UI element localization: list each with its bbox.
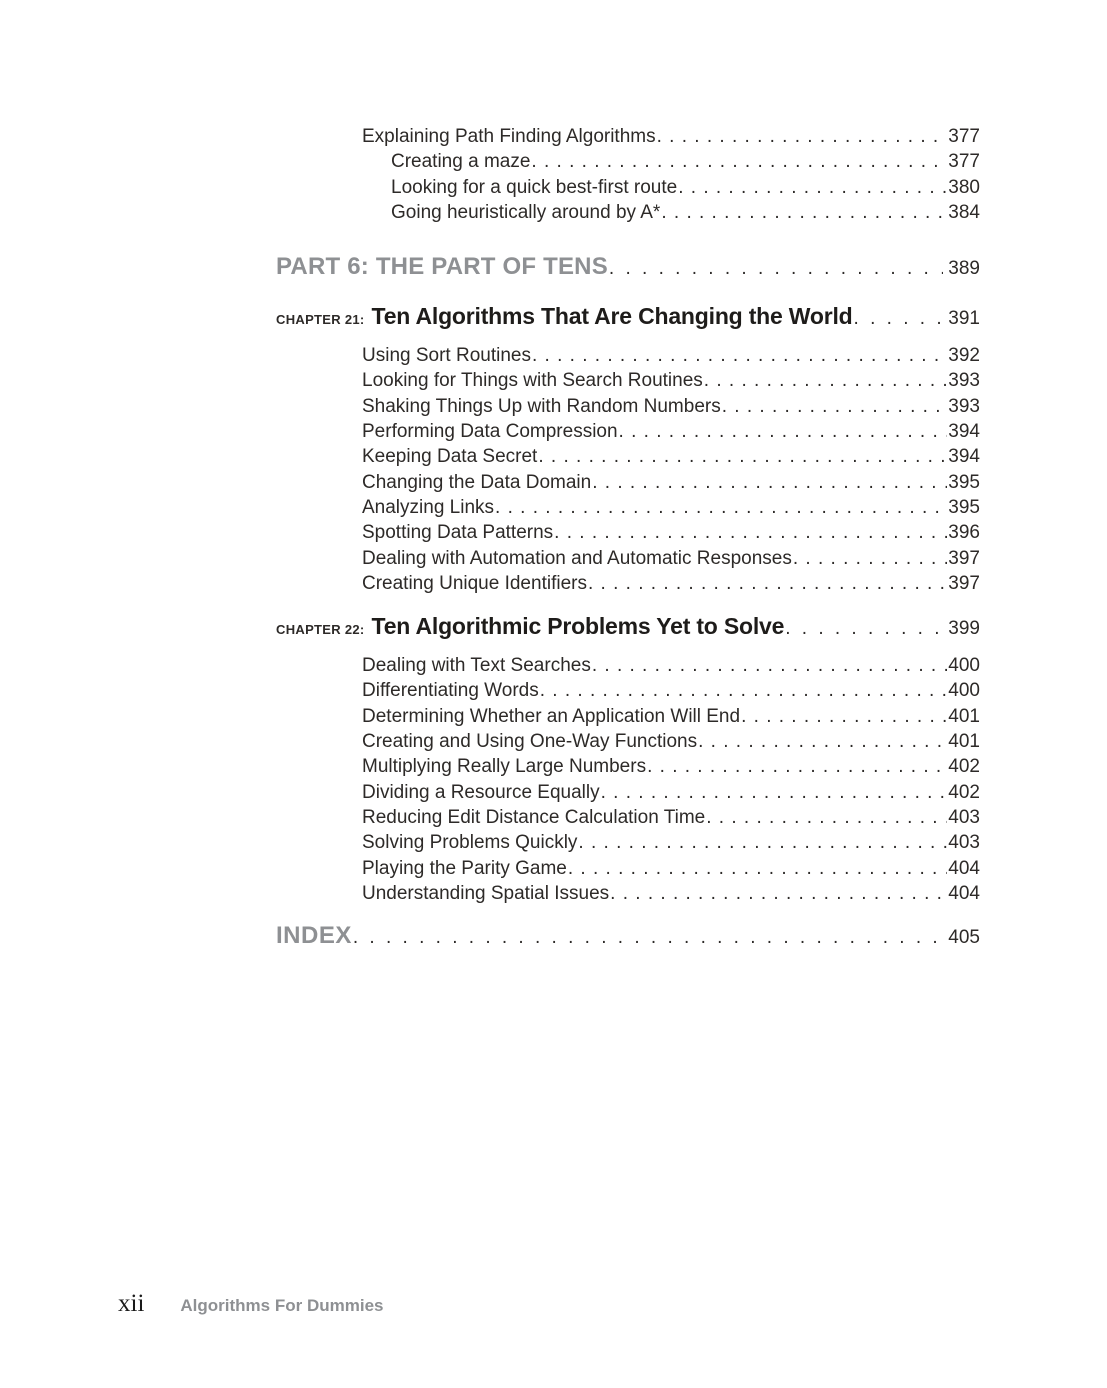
- chapter-page-number: 399: [948, 618, 980, 640]
- dot-leader: [531, 149, 947, 174]
- toc-entry-label: Creating Unique Identifiers: [362, 572, 587, 594]
- toc-entry: [276, 175, 980, 200]
- toc-entry: [276, 419, 980, 444]
- dot-leader: [741, 704, 947, 729]
- toc-entry: [276, 729, 980, 754]
- dot-leader: [601, 780, 948, 805]
- toc-entry: [276, 368, 980, 393]
- toc-entry-label: Looking for Things with Search Routines: [362, 370, 703, 392]
- toc-entry-label: Determining Whether an Application Will End: [362, 705, 741, 727]
- dot-leader: [592, 470, 947, 495]
- dot-leader: [678, 175, 947, 200]
- index-title: INDEX: [276, 922, 352, 950]
- dot-leader: [495, 495, 947, 520]
- toc-entry-label: Looking for a quick best-first route: [391, 176, 678, 198]
- toc-entry-page-number: 395: [948, 496, 980, 518]
- toc-entry: [276, 780, 980, 805]
- toc-chapter-heading: [276, 610, 980, 646]
- toc-entry-label: Understanding Spatial Issues: [362, 882, 610, 904]
- toc-entry-page-number: 393: [948, 370, 980, 392]
- dot-leader: [657, 124, 948, 149]
- chapter-number-label: CHAPTER 22:: [276, 622, 365, 638]
- toc-entry-page-number: 404: [948, 882, 980, 904]
- toc-entry: [276, 704, 980, 729]
- part-page-number: 389: [948, 258, 980, 280]
- page-footer: [118, 1290, 384, 1318]
- toc-entry-label: Explaining Path Finding Algorithms: [362, 126, 656, 147]
- toc-entry: [276, 571, 980, 596]
- toc-entry: [276, 546, 980, 571]
- toc-entry-page-number: 401: [948, 731, 980, 753]
- toc-entry-label: Performing Data Compression: [362, 421, 618, 443]
- toc-entry-page-number: 380: [948, 176, 980, 198]
- toc-entry: [276, 754, 980, 779]
- toc-chapter: [276, 300, 980, 596]
- toc-entry: [276, 653, 980, 678]
- dot-leader: [661, 200, 947, 225]
- toc-entry-page-number: 400: [948, 655, 980, 677]
- table-of-contents: [276, 124, 980, 955]
- dot-leader: [704, 368, 948, 393]
- toc-chapter: [276, 610, 980, 906]
- toc-entry-page-number: 384: [948, 201, 980, 223]
- chapter-entries: [276, 343, 980, 596]
- toc-entry: [276, 149, 980, 174]
- dot-leader: [854, 303, 944, 336]
- dot-leader: [538, 444, 947, 469]
- toc-entry-label: Dealing with Automation and Automatic Responses: [362, 547, 792, 569]
- chapter-title: Ten Algorithms That Are Changing the World: [371, 303, 853, 330]
- toc-entry-page-number: 400: [948, 680, 980, 702]
- toc-entry-page-number: 394: [948, 421, 980, 443]
- toc-entry-label: Dealing with Text Searches: [362, 655, 591, 677]
- toc-entry: [276, 444, 980, 469]
- toc-entry-label: Creating and Using One-Way Functions: [362, 731, 698, 753]
- chapter-number-label: CHAPTER 21:: [276, 312, 365, 328]
- toc-entry-label: Going heuristically around by A*: [391, 201, 661, 223]
- dot-leader: [578, 830, 947, 855]
- toc-entry-page-number: 394: [948, 446, 980, 468]
- dot-leader: [554, 520, 947, 545]
- toc-entry-page-number: 395: [948, 471, 980, 493]
- dot-leader: [610, 881, 947, 906]
- dot-leader: [609, 253, 943, 286]
- toc-entry-page-number: 402: [948, 756, 980, 778]
- toc-entry: [276, 495, 980, 520]
- dot-leader: [588, 571, 947, 596]
- dot-leader: [619, 419, 948, 444]
- toc-entry-label: Reducing Edit Distance Calculation Time: [362, 806, 706, 828]
- toc-entry-page-number: 403: [948, 806, 980, 828]
- dot-leader: [722, 394, 948, 419]
- toc-entry-label: Creating a maze: [391, 151, 531, 173]
- chapter-page-number: 391: [948, 308, 980, 330]
- toc-entry: [276, 678, 980, 703]
- toc-entry-label: Differentiating Words: [362, 680, 539, 702]
- toc-entry-page-number: 401: [948, 705, 980, 727]
- toc-entry-page-number: 403: [948, 832, 980, 854]
- dot-leader: [540, 678, 948, 703]
- toc-entry-label: Using Sort Routines: [362, 345, 531, 367]
- chapter-entries: [276, 653, 980, 906]
- dot-leader: [532, 343, 947, 368]
- toc-entry-label: Playing the Parity Game: [362, 857, 567, 879]
- toc-entry-page-number: 397: [948, 572, 980, 594]
- toc-entry-page-number: 393: [948, 395, 980, 417]
- toc-entry: [276, 343, 980, 368]
- toc-entry: [276, 394, 980, 419]
- toc-entry-page-number: 392: [948, 345, 980, 367]
- toc-index-heading: [276, 920, 980, 955]
- toc-entry-page-number: 396: [948, 522, 980, 544]
- toc-entry-label: Multiplying Really Large Numbers: [362, 756, 647, 778]
- dot-leader: [353, 922, 943, 955]
- toc-chapters: [276, 300, 980, 906]
- toc-section-path-finding: [276, 124, 980, 225]
- toc-entry: [276, 856, 980, 881]
- toc-entry-label: Keeping Data Secret: [362, 446, 538, 468]
- dot-leader: [568, 856, 947, 881]
- toc-entry-page-number: 402: [948, 781, 980, 803]
- toc-entry-page-number: 397: [948, 547, 980, 569]
- toc-entry-page-number: 377: [948, 126, 980, 147]
- toc-entry-page-number: 404: [948, 857, 980, 879]
- toc-entry-label: Shaking Things Up with Random Numbers: [362, 395, 721, 417]
- dot-leader: [647, 754, 947, 779]
- index-page-number: 405: [948, 927, 980, 949]
- toc-chapter-heading: [276, 300, 980, 336]
- toc-entry: [276, 470, 980, 495]
- dot-leader: [793, 546, 947, 571]
- toc-entry: [276, 520, 980, 545]
- toc-entry-label: Changing the Data Domain: [362, 471, 592, 493]
- dot-leader: [785, 613, 943, 646]
- toc-entry-page-number: 377: [948, 151, 980, 173]
- toc-entry: [276, 124, 980, 149]
- chapter-title: Ten Algorithmic Problems Yet to Solve: [371, 613, 785, 640]
- dot-leader: [698, 729, 947, 754]
- toc-entry-label: Dividing a Resource Equally: [362, 781, 600, 803]
- toc-entry-label: Solving Problems Quickly: [362, 832, 578, 854]
- part-title: PART 6: THE PART OF TENS: [276, 253, 608, 281]
- book-title: Algorithms For Dummies: [180, 1296, 384, 1315]
- folio-page-number: xii: [118, 1290, 145, 1317]
- toc-entry-label: Spotting Data Patterns: [362, 522, 554, 544]
- toc-entry: [276, 881, 980, 906]
- toc-entry: [276, 200, 980, 225]
- toc-entry: [276, 830, 980, 855]
- toc-part-heading: [276, 251, 980, 286]
- toc-entry-label: Analyzing Links: [362, 496, 495, 518]
- dot-leader: [592, 653, 947, 678]
- dot-leader: [706, 805, 947, 830]
- toc-entry: [276, 805, 980, 830]
